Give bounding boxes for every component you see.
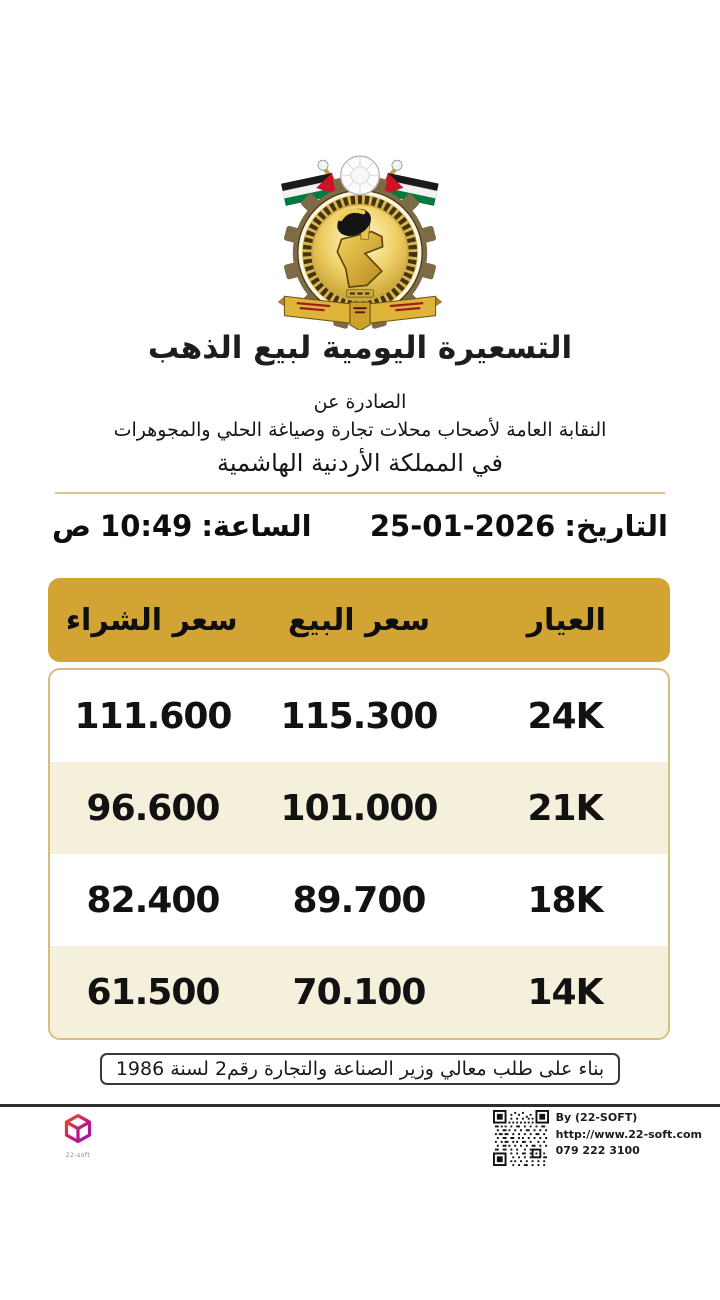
footer-divider bbox=[0, 1104, 720, 1107]
time-value: 10:49 bbox=[100, 509, 193, 543]
issuer-line-3: في المملكة الأردنية الهاشمية bbox=[216, 449, 504, 477]
vendor-url: http://www.22-soft.com bbox=[555, 1127, 702, 1141]
price-row bbox=[50, 946, 668, 1038]
date-group bbox=[370, 509, 668, 543]
buy-price-cell: 82.400 bbox=[86, 879, 220, 921]
vendor-info bbox=[493, 1110, 702, 1166]
22soft-cube-icon bbox=[62, 1112, 94, 1148]
syndicate-emblem bbox=[276, 145, 444, 334]
price-table-header bbox=[48, 578, 670, 662]
page-title: التسعيرة اليومية لبيع الذهب bbox=[147, 330, 573, 366]
vendor-logo bbox=[56, 1112, 100, 1159]
sell-price-cell: 89.700 bbox=[292, 879, 426, 921]
vendor-logo-caption: 22-soft bbox=[65, 1152, 91, 1159]
col-header-sell: سعر البيع bbox=[287, 602, 431, 638]
vendor-phone: 079 222 3100 bbox=[555, 1144, 640, 1157]
price-row bbox=[50, 670, 668, 762]
col-header-buy: سعر الشراء bbox=[65, 602, 238, 638]
time-label: الساعة: bbox=[201, 509, 312, 543]
buy-price-cell: 61.500 bbox=[86, 971, 220, 1013]
vendor-by: By (22-SOFT) bbox=[555, 1111, 638, 1124]
buy-price-cell: 111.600 bbox=[74, 695, 232, 737]
qr-code bbox=[493, 1110, 549, 1166]
date-label: التاريخ: bbox=[564, 509, 668, 543]
sell-price-cell: 115.300 bbox=[280, 695, 438, 737]
karat-cell: 14K bbox=[527, 971, 603, 1013]
buy-price-cell: 96.600 bbox=[86, 787, 220, 829]
diamond-icon bbox=[341, 156, 380, 195]
datetime-row bbox=[0, 509, 720, 543]
karat-cell: 18K bbox=[527, 879, 603, 921]
sell-price-cell: 70.100 bbox=[292, 971, 426, 1013]
karat-cell: 21K bbox=[527, 787, 603, 829]
gold-divider bbox=[55, 492, 665, 494]
price-table-body bbox=[48, 668, 670, 1040]
col-header-karat: العيار bbox=[526, 602, 606, 638]
year-band bbox=[347, 290, 374, 298]
sell-price-cell: 101.000 bbox=[280, 787, 438, 829]
issuer-line-2: النقابة العامة لأصحاب محلات تجارة وصياغة الحلي والمجوهرات bbox=[113, 419, 607, 441]
time-group bbox=[52, 509, 312, 543]
date-value: 25-01-2026 bbox=[369, 509, 556, 543]
karat-cell: 24K bbox=[527, 695, 603, 737]
syndicate-emblem-icon bbox=[276, 145, 444, 330]
price-row bbox=[50, 762, 668, 854]
price-row bbox=[50, 854, 668, 946]
note-row bbox=[0, 1053, 720, 1085]
ministry-note: بناء على طلب معالي وزير الصناعة والتجارة رقم2 لسنة 1986 bbox=[100, 1053, 620, 1085]
issuer-line-1: الصادرة عن bbox=[313, 391, 407, 413]
time-suffix: ص bbox=[52, 509, 92, 543]
